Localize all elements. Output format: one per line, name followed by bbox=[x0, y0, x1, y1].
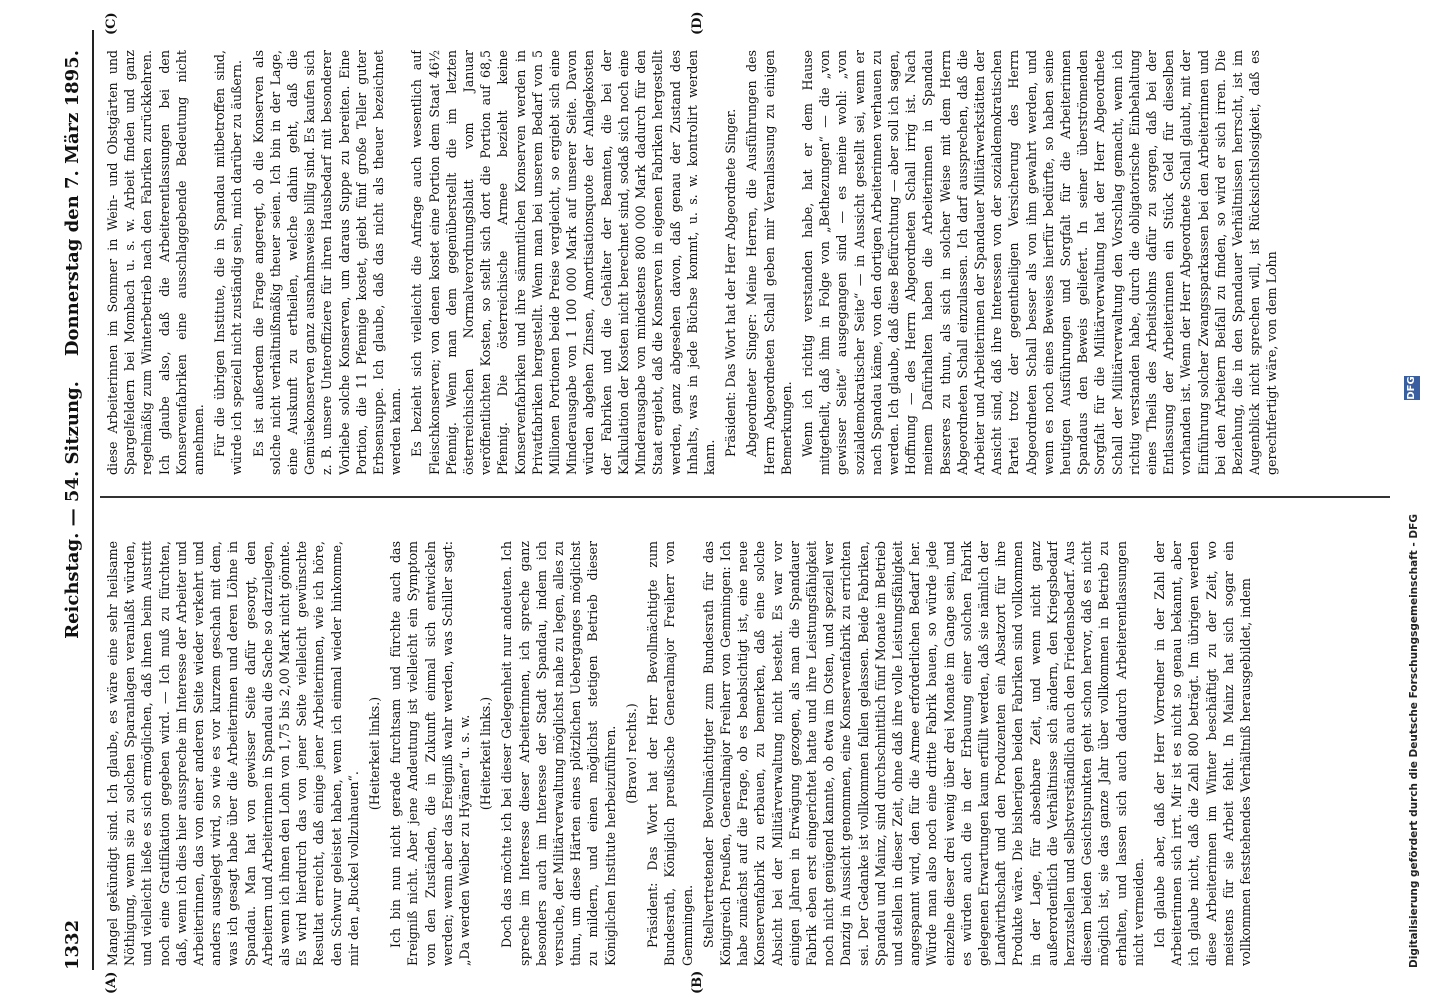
stage-direction: (Bravo! rechts.) bbox=[623, 703, 639, 804]
paragraph: Doch das möchte ich bei dieser Gelegenheit nur andeuten. Ich spreche im Interesse dieser Arbeiterinnen, ich spreche ganz besonders auch im Interesse der Stadt Spandau, indem ich versuche, der Militärverwaltung möglichst nahe zu legen, alles zu thun, um diese Härten eines plötzlichen Ueberganges möglichst zu mildern, und einen möglichst stetigen Betrieb dieser Königlichen Institute herbeizuführen. bbox=[499, 541, 618, 966]
column-divider bbox=[100, 496, 1390, 498]
paragraph: Abgeordneter Singer: Meine Herren, die Ausführungen des Herrn Abgeordneten Schall geben mir Veranlassung zu einigen Bemerkungen. bbox=[744, 50, 794, 475]
stage-direction: (Heiterkeit links.) bbox=[367, 696, 383, 811]
paragraph: diese Arbeiterinnen im Sommer in Wein- und Obstgärten und Spargelfeldern bei Mombach u. s. w. Arbeit finden und ganz regelmäßig zum Winterbetrieb nach den Fabriken zurückkehren. Ich glaube also, daß die Arbeiterentlassungen bei den Konservenfabriken eine ausschlaggebende Bedeutung nicht annehmen. bbox=[105, 50, 207, 475]
margin-mark-a: (A) bbox=[104, 971, 119, 994]
paragraph: Wenn ich richtig verstanden habe, hat er dem Hause mitgetheilt, daß ihm in Folge von „Bethezungen“ — die „von gewisser Seite“ ausgegangen sind — es meine wohl: „von sozialdemokratischer Seite“ — in Aussicht gestellt sei, wenn er nach Spandau käme, von den dortigen Arbeiterinnen verhauen zu werden. Ich glaube, daß diese Befürchtung — aber soll ich sagen, Hoffnung — des Herrn Abgeordneten Schall irrig ist. Nach meinem Dafürhalten haben die Arbeiterinnen in Spandau Besseres zu thun, als sich in solcher Weise mit dem Herrn Abgeordneten Schall einzulassen. Ich darf aussprechen, daß die Arbeiter und Arbeiterinnen der Spandauer Militärwerkstätten der Ansicht sind, daß ihre Interessen von der sozialdemokratischen Partei trotz der gegentheiligen Versicherung des Herrn Abgeordneten Schall besser als von ihm gewahrt werden, und wenn es noch eines Beweises hierfür bedürfte, so haben seine heutigen Ausführungen und Sorgfalt für die Arbeiterinnen Spandaus den Beweis geliefert. In seiner überströmenden Sorgfalt für die Militärverwaltung hat der Herr Abgeordnete Schall der Militärverwaltung den Vorschlag gemacht, wenn ich richtig verstanden habe, durch die obligatorische Einbehaltung eines Theils des Arbeitslohns dafür zu sorgen, daß bei der Entlassung der Arbeiterinnen ein Stück Geld für dieselben vorhanden ist. Wenn der Herr Abgeordnete Schall glaubt, mit der Einführung solcher Zwangssparkassen bei den Arbeiterinnen und bei den Arbeitern Beifall zu finden, so wird er sich irren. Die Beziehung, die in den Spandauer Verhältnissen herrscht, ist im Augenblick nicht sprechen will, ist Rücksichtslosigkeit, daß es gerechtfertigt wäre, von dem Lohn bbox=[799, 50, 1280, 475]
session-title: Reichstag. — 54. Sitzung. bbox=[62, 381, 83, 639]
paragraph: Präsident: Das Wort hat der Herr Abgeordnete Singer. bbox=[723, 108, 739, 457]
stage-direction: (Heiterkeit links.) bbox=[478, 696, 494, 811]
margin-mark-c: (C) bbox=[104, 12, 119, 35]
margin-mark-d: (D) bbox=[690, 11, 705, 35]
digitization-credit: Digitalisierung gefördert durch die Deutsche Forschungsgemeinschaft - DFG bbox=[1408, 514, 1420, 968]
paragraph: Es ist außerdem die Frage angeregt, ob die Konserven als solche nicht verhältnißmäßig theuer seien. Ich bin in der Lage, eine Auskunft zu ertheilen, welche dahin geht, daß die Gemüsekonserven ganz ausnahmsweise billig sind. Es kaufen sich z. B. unsere Unteroffiziere für ihren Hausbedarf mit besonderer Vorliebe solche Konserven, um daraus Suppe zu bereiten. Eine Portion, die 11 Pfennige kostet, giebt fünf große Teller guter Erbsensuppe. Ich glaube, daß das nicht als theuer bezeichnet werden kann. bbox=[250, 50, 404, 475]
page-number: 1332 bbox=[62, 919, 83, 970]
paragraph: Ich bin nun nicht gerade furchtsam und fürchte auch das Ereigniß nicht. Aber jene Andeutung ist vielleicht ein Symptom von den Zuständen, die in Zukunft einmal sich entwickeln werden; wenn aber das Ereigniß wahr werden, was Schiller sagt: „Da werden Weiber zu Hyänen“ u. s. w. bbox=[388, 541, 473, 966]
header-rule bbox=[92, 30, 94, 970]
paragraph: Ich glaube aber, daß der Herr Vorredner in der Zahl der Arbeiterinnen sich irrt. Mir ist es nicht so genau bekannt, aber ich glaube nicht, daß die Zahl 800 beträgt. Im übrigen werden diese Arbeiterinnen im Winter beschäftigt zu der Zeit, wo meistens für sie Arbeit fehlt. In Mainz hat sich sogar ein vollkommen feststehendes Verhältniß herausgebildet, indem bbox=[1151, 541, 1253, 966]
margin-mark-b: (B) bbox=[690, 970, 705, 994]
session-date: Donnerstag den 7. März 1895. bbox=[62, 50, 83, 357]
paragraph: Es bezieht sich vielleicht die Anfrage auch wesentlich auf Fleischkonserven; von denen kostet eine Portion dem Staat 46½ Pfennig. Wenn man dem gegenüberstellt die im letzten österreichischen Normalverordnungsblatt vom Januar veröffentlichten Kosten, so stellt sich dort die Portion auf 68,5 Pfennig. Die österreichische Armee bezieht keine Konservenfabriken und ihre sämmtlichen Konserven werden in Privatfabriken hergestellt. Wenn man bei unserem Bedarf von 5 Millionen Portionen beide Preise vergleicht, so ergiebt sich eine Minderausgabe von 1 100 000 Mark auf unserer Seite. Davon würden abgehen Zinsen, Amortisationsquote der Anlagekosten der Fabriken und die Gehälter der Beamten, die bei der Kalkulation der Kosten nicht berechnet sind, sodaß sich noch eine Minderausgabe von mindestens 800 000 Mark dadurch für den Staat ergiebt, daß die Konserven in eigenen Fabriken hergestellt werden, ganz abgesehen davon, daß genau der Zustand des Inhalts, was in jede Büchse kommt, u. s. w. kontrolirt werden kann. bbox=[409, 50, 717, 475]
left-column bbox=[104, 541, 1384, 966]
paragraph: Präsident: Das Wort hat der Herr Bevollmächtigte zum Bundesrath, Königlich preußische Generalmajor Freiherr von Gemmingen. bbox=[645, 541, 695, 966]
right-column bbox=[104, 50, 1384, 475]
page-header bbox=[62, 50, 92, 970]
paragraph: Mangel gekündigt sind. Ich glaube, es wäre eine sehr heilsame Nöthigung, wenn sie zu solchen Sparanlagen veranlaßt würden, und vielleicht ließe es sich ermöglichen, daß ihnen beim Austritt noch eine Gratifikation gegeben wird. — Ich muß zu fürchten, daß, wenn ich dies hier ausspreche im Interesse der Arbeiter und Arbeiterinnen, das von einer anderen Seite wieder verkehrt und anders ausgelegt wird, so wie es vor kurzem geschah mit dem, was ich gesagt habe über die Arbeiterinnen und deren Löhne in Spandau. Man hat von gewisser Seite dafür gesorgt, den Arbeitern und Arbeiterinnen in Spandau die Sache so darzulegen, als wenn ich ihnen den Lohn von 1,75 bis 2,00 Mark nicht gönnte. Es wird hierdurch das von jener Seite vielleicht gewünschte Resultat erreicht, daß einige jener Arbeiterinnen, wie ich höre, den Schwur geleistet haben, wenn ich einmal wieder hinkomme, mir den „Buckel vollzuhauen“. bbox=[105, 541, 361, 966]
paragraph: Für die übrigen Institute, die in Spandau mitbetroffen sind, würde ich speziell nicht zuständig sein, mich darüber zu äußern. bbox=[212, 50, 245, 475]
paragraph: Stellvertretender Bevollmächtigter zum Bundesrath für das Königreich Preußen, Generalmajor Freiherr von Gemmingen: Ich habe zunächst auf die Frage, ob es beabsichtigt ist, eine neue Konservenfabrik zu erbauen, zu bemerken, daß eine solche Absicht bei der Militärverwaltung nicht besteht. Es war vor einigen Jahren in Erwägung gezogen, als man die Spandauer Fabrik eben erst eingerichtet hatte und ihre Leistungsfähigkeit noch nicht genügend kannte, ob etwa im Osten, und speziell wer Danzig in Aussicht genommen, eine Konservenfabrik zu errichten sei. Der Gedanke ist vollkommen fallen gelassen. Beide Fabriken, Spandau und Mainz, sind durchschnittlich fünf Monate im Betrieb und stellen in dieser Zeit, ohne daß ihre volle Leistungsfähigkeit angespannt wird, den für die Armee erforderlichen Bedarf her. Würde man also noch eine dritte Fabrik bauen, so würde jede einzelne dieser drei wenig über drei Monate im Gange sein, und es würden auch die in der Erbauung einer solchen Fabrik gelegenen Erwartungen kaum erfüllt werden, daß sie nämlich der Landwirthschaft und den Produzenten ein Absatzort für ihre Produkte wäre. Die bisherigen beiden Fabriken sind vollkommen in der Lage, für absehbare Zeit, und wenn nicht ganz außerordentlich die Verhältnisse sich ändern, den Kriegsbedarf herzustellen und selbstverständlich auch den Friedensbedarf. Aus diesem beiden Gesichtspunkten geht schon hervor, daß es nicht möglich ist, sie das ganze Jahr über vollkommen in Betrieb zu erhalten, und lassen sich auch dadurch Arbeiterentlassungen nicht vermeiden. bbox=[700, 541, 1146, 966]
dfg-logo: DFG bbox=[1404, 376, 1420, 400]
